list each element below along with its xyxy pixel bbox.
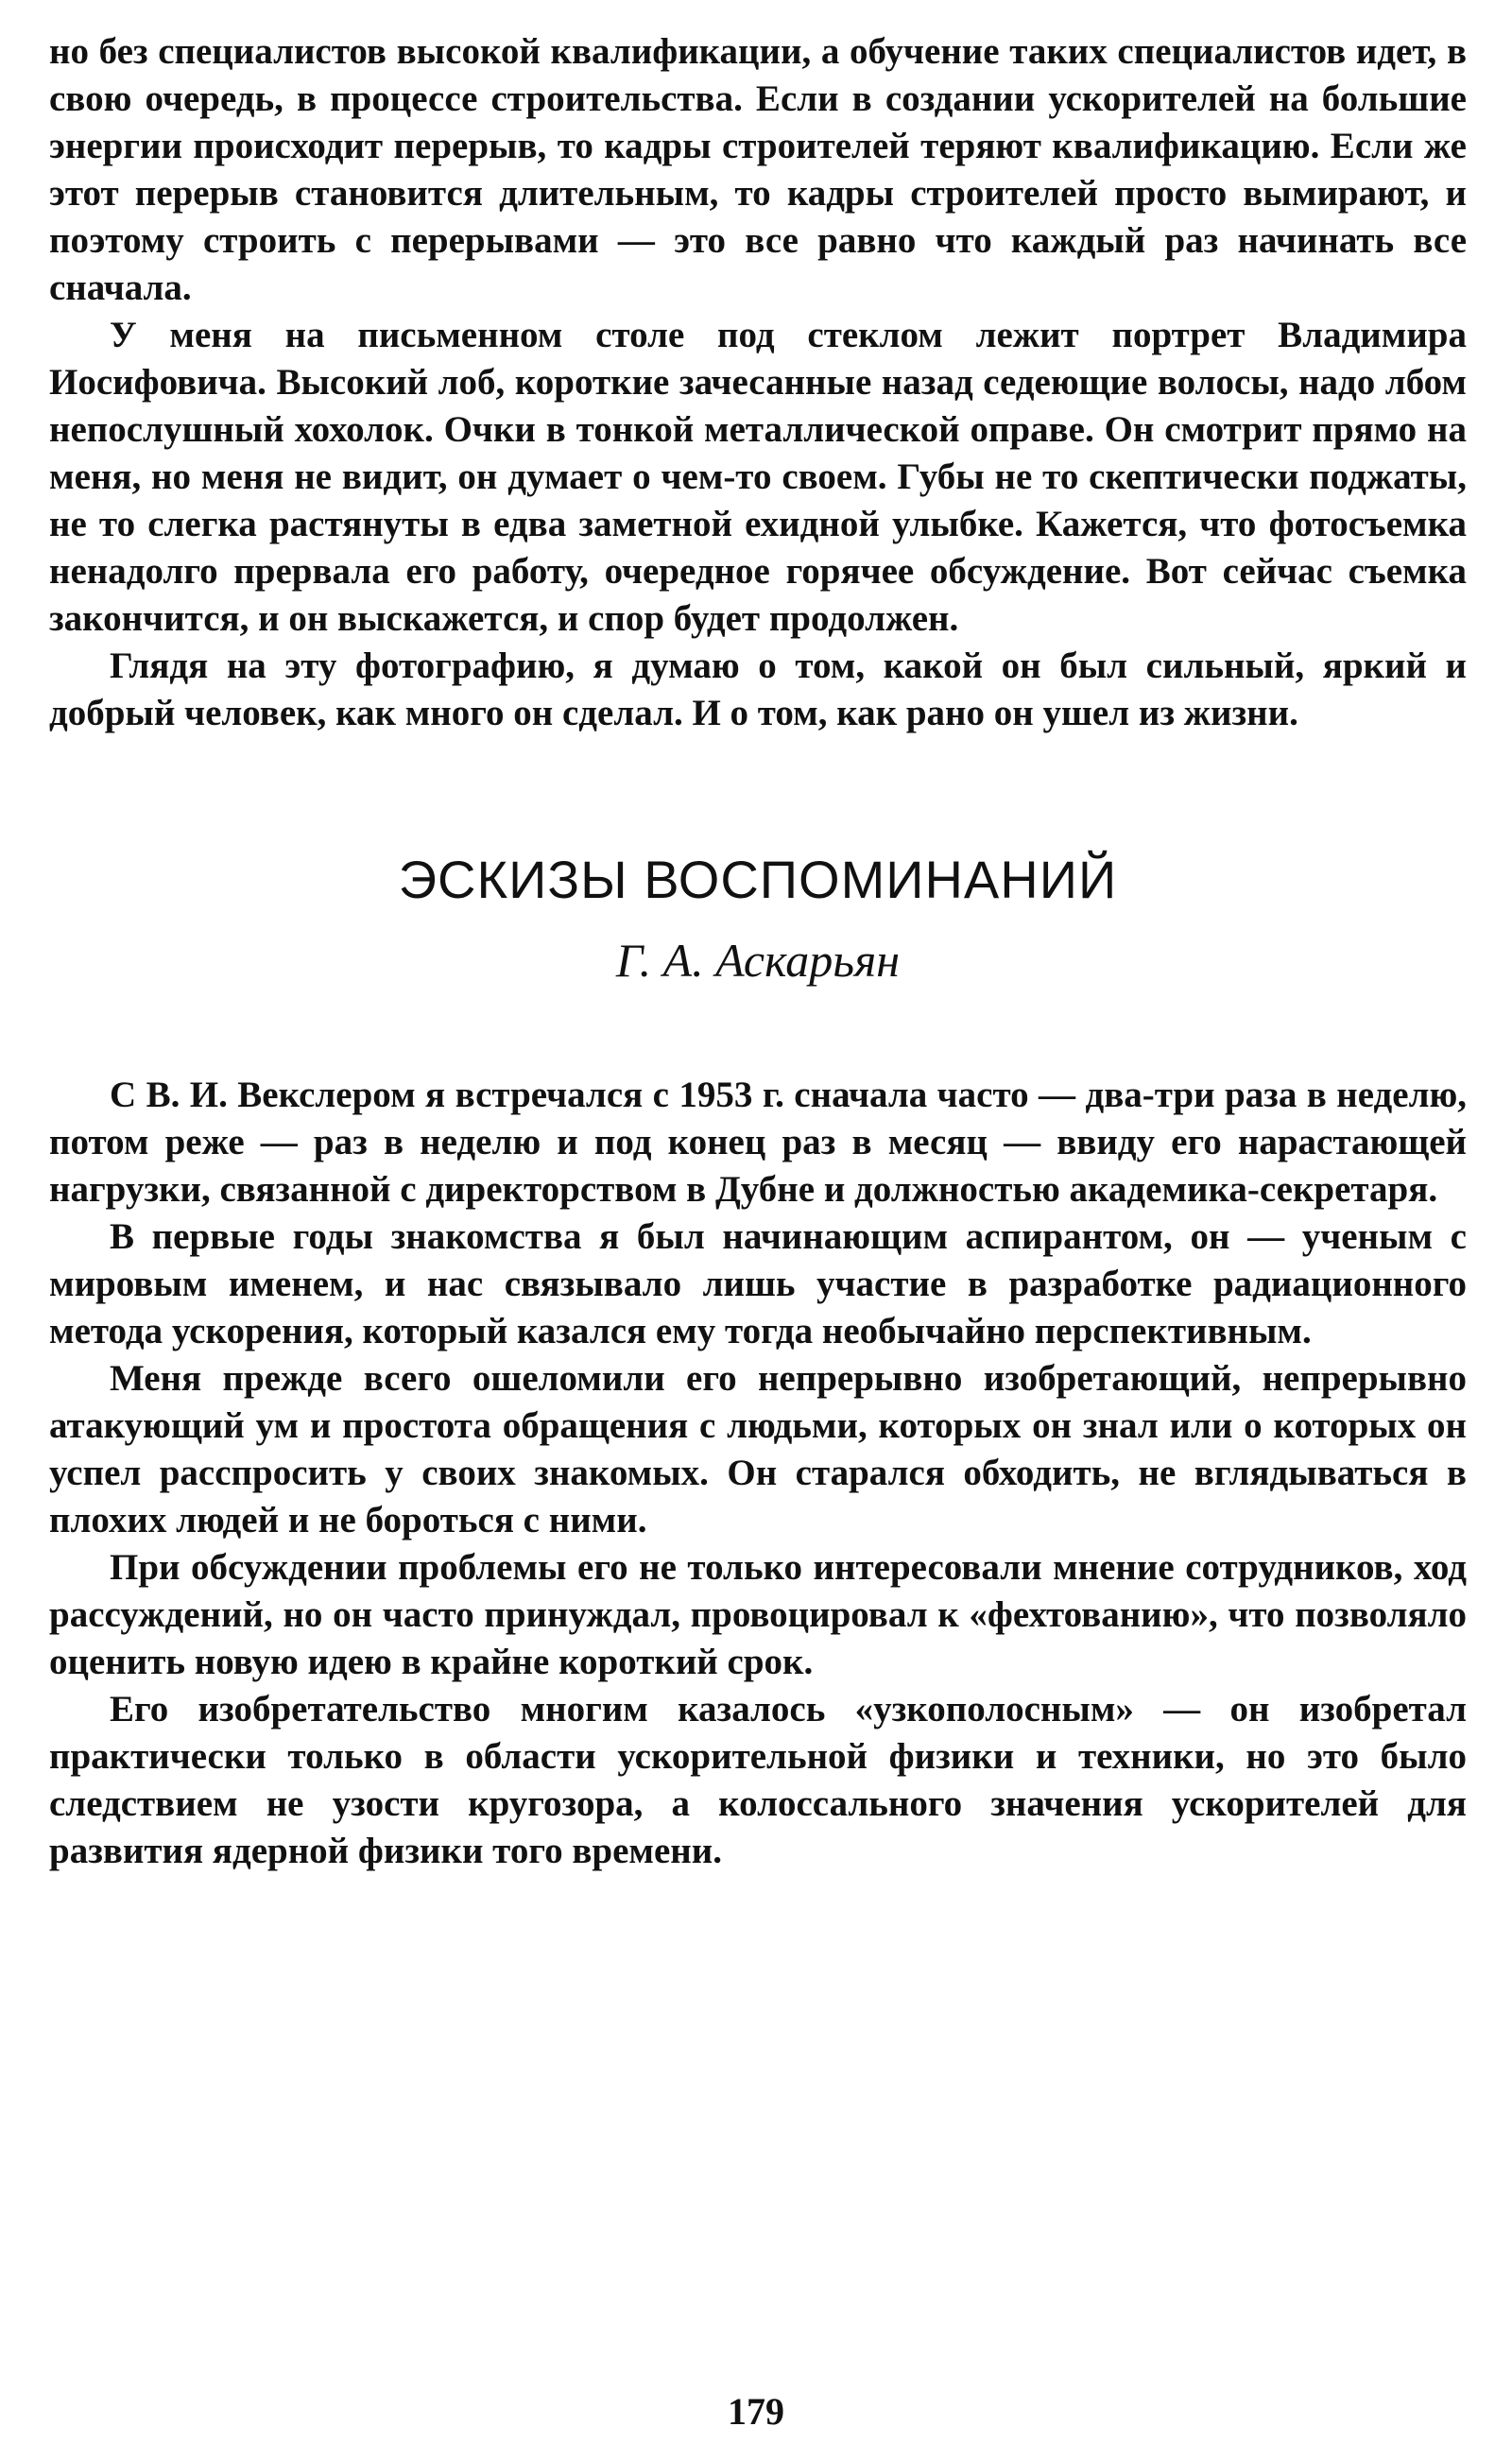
paragraph-inventiveness: Его изобретательство многим казалось «узкополосным» — он изобретал практически только в области ускорительной физики и техники, но это было следствием не узости кругозора, а колоссального значения ускорителей для развития ядерной физики того времени. xyxy=(49,1689,1467,1871)
book-page xyxy=(49,28,1467,1875)
page-number: 179 xyxy=(728,2390,784,2433)
section-author: Г. А. Аскарьян xyxy=(615,934,901,987)
paragraph-meetings: С В. И. Векслером я встречался с 1953 г. сначала часто — два-три раза в неделю, потом реже — раз в неделю и под конец раз в месяц — ввиду его нарастающей нагрузки, связанной с директорством в Дубне и должностью академика-секретаря. xyxy=(49,1075,1467,1210)
paragraph-mind: Меня прежде всего ошеломили его непрерывно изобретающий, непрерывно атакующий ум и простота обращения с людьми, которых он знал или о которых он успел расспросить у своих знакомых. Он старался обходить, не вглядываться в плохих людей и не бороться с ними. xyxy=(49,1358,1467,1540)
paragraph-portrait: У меня на письменном столе под стеклом лежит портрет Владимира Иосифовича. Высокий лоб, короткие зачесанные назад седеющие волосы, надо лбом непослушный хохолок. Очки в тонкой металлической оправе. Он смотрит прямо на меня, но меня не видит, он думает о чем-то своем. Губы не то скептически поджаты, не то слегка растянуты в едва заметной ехидной улыбке. Кажется, что фотосъемка ненадолго прервала его работу, очередное горячее обсуждение. Вот сейчас съемка закончится, и он выскажется, и спор будет продолжен. xyxy=(49,315,1467,639)
paragraph-first-years: В первые годы знакомства я был начинающим аспирантом, он — ученым с мировым именем, и нас связывало лишь участие в разработке радиационного метода ускорения, который казался ему тогда необычайно перспективным. xyxy=(49,1216,1467,1351)
paragraph-continued: но без специалистов высокой квалификации, а обучение таких специалистов идет, в свою очередь, в процессе строительства. Если в создании ускорителей на большие энергии происходит перерыв, то кадры строителей теряют квалификацию. Если же этот перерыв становится длительным, то кадры строителей просто вымирают, и поэтому строить с перерывами — это все равно что каждый раз начинать все сначала. xyxy=(49,31,1467,308)
section-title: ЭСКИЗЫ ВОСПОМИНАНИЙ xyxy=(398,850,1118,909)
paragraph-discussion: При обсуждении проблемы его не только интересовали мнение сотрудников, ход рассуждений, но он часто принуждал, провоцировал к «фехтованию», что позволяло оценить новую идею в крайне короткий срок. xyxy=(49,1547,1467,1682)
paragraph-photo-reflection: Глядя на эту фотографию, я думаю о том, какой он был сильный, яркий и добрый человек, как много он сделал. И о том, как рано он ушел из жизни. xyxy=(49,645,1467,733)
section-body xyxy=(49,1072,1467,1875)
